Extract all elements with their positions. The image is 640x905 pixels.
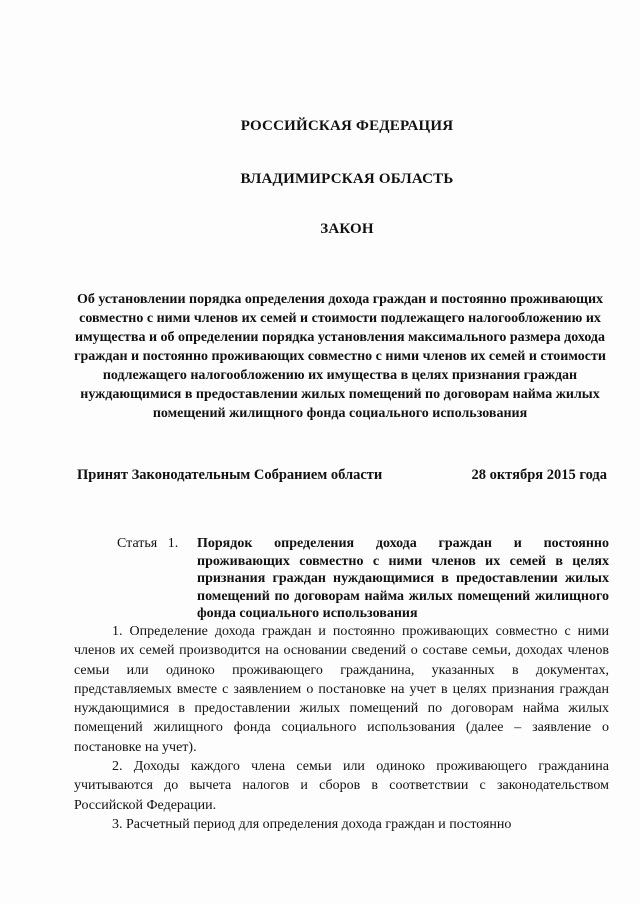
federation-heading: РОССИЙСКАЯ ФЕДЕРАЦИЯ	[240, 118, 454, 134]
article-body	[74, 622, 609, 834]
law-title: Об установлении порядка определения дохода граждан и постоянно проживающих совместно с ними членов их семей и стоимости подлежащего налогообложению их имущества и об определении порядка установления максимального размера дохода граждан и постоянно проживающих совместно с ними членов их семей и стоимости подлежащего налогообложению их имущества в целях признания граждан нуждающимися в предоставлении жилых помещений по договорам найма жилых помещений жилищного фонда социального использования	[74, 292, 606, 421]
article-heading	[117, 535, 609, 623]
adoption-date: 28 октября 2015 года	[471, 467, 607, 483]
paragraph-3: 3. Расчетный период для определения дохода граждан и постоянно	[112, 816, 512, 832]
region-heading: ВЛАДИМИРСКАЯ ОБЛАСТЬ	[240, 171, 454, 187]
article-title: Порядок определения дохода граждан и постоянно проживающих совместно с ними членов их семей в целях признания граждан нуждающимися в предоставлении жилых помещений по договорам найма жилых помещений жилищного фонда социального использования	[197, 536, 609, 621]
paragraph-1: 1. Определение дохода граждан и постоянно проживающих совместно с ними членов их семей производится на основании сведений о составе семьи, доходах членов семьи или одиноко проживающего гражданина, указанных в документах, представляемых вместе с заявлением о постановке на учет в целях признания граждан нуждающимися в предоставлении жилых помещений по договорам найма жилых помещений жилищного фонда социального использования (далее – заявление о постановке на учет).	[74, 624, 609, 755]
article-label: Статья 1.	[117, 536, 179, 551]
adopted-by: Принят Законодательным Собранием области	[77, 467, 383, 483]
document-type-heading: ЗАКОН	[320, 221, 374, 237]
adoption-line	[77, 467, 607, 484]
paragraph-2: 2. Доходы каждого члена семьи или одиноко проживающего гражданина учитываются до вычета налогов и сборов в соответствии с законодательством Российской Федерации.	[74, 759, 609, 813]
